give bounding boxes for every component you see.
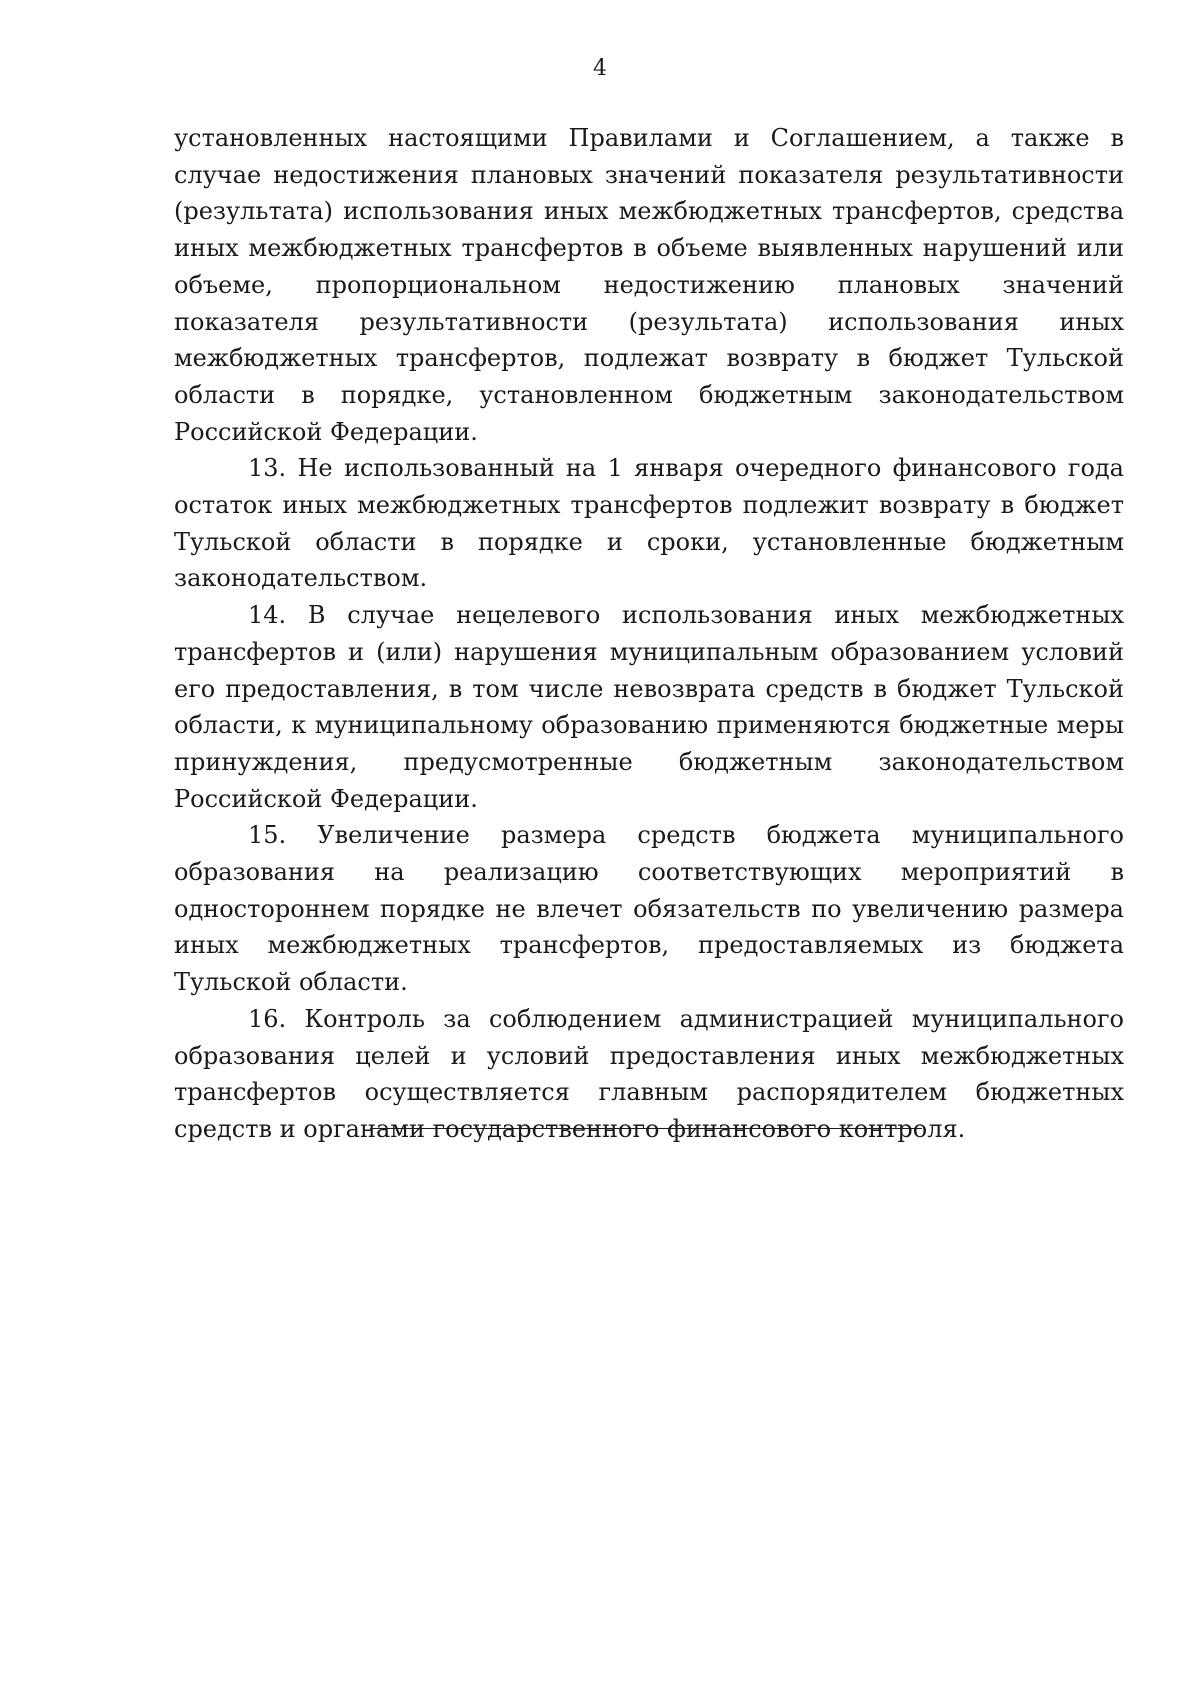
- paragraph-item-15: 15. Увеличение размера средств бюджета муниципального образования на реализацию соответствующих мероприятий в одностороннем порядке не влечет обязательств по увеличению размера иных межбюджетных трансфертов, предоставляемых из бюджета Тульской области.: [174, 821, 1124, 997]
- page-number: 4: [593, 56, 607, 81]
- document-body: [174, 120, 1124, 1148]
- paragraph-item-14: 14. В случае нецелевого использования иных межбюджетных трансфертов и (или) нарушения муниципальным образованием условий его предоставления, в том числе невозврата средств в бюджет Тульской области, к муниципальному образованию применяются бюджетные меры принуждения, предусмотренные бюджетным законодательством Российской Федерации.: [174, 601, 1124, 813]
- paragraph-item-13: 13. Не использованный на 1 января очередного финансового года остаток иных межбюджетных трансфертов подлежит возврату в бюджет Тульской области в порядке и сроки, установленные бюджетным законодательством.: [174, 454, 1124, 593]
- closing-divider-line: [370, 1128, 922, 1129]
- paragraph-continuation: установленных настоящими Правилами и Соглашением, а также в случае недостижения плановых значений показателя результативности (результата) использования иных межбюджетных трансфертов, средства иных межбюджетных трансфертов в объеме выявленных нарушений или объеме, пропорциональном недостижению плановых значений показателя результативности (результата) использования иных межбюджетных трансфертов, подлежат возврату в бюджет Тульской области в порядке, установленном бюджетным законодательством Российской Федерации.: [174, 124, 1124, 446]
- paragraph-item-16: 16. Контроль за соблюдением администрацией муниципального образования целей и условий предоставления иных межбюджетных трансфертов осуществляется главным распорядителем бюджетных средств и органами государственного финансового контроля.: [174, 1004, 1124, 1143]
